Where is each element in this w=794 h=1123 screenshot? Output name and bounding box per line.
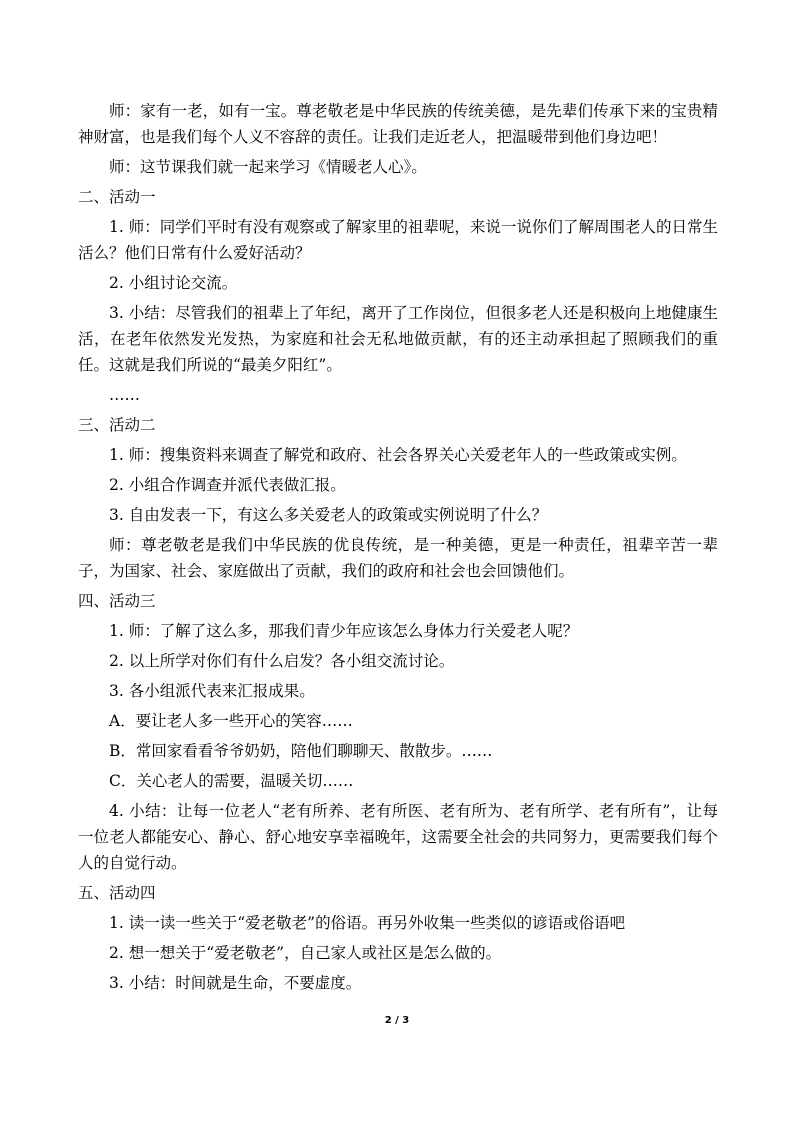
activity-2-item-2: 2. 小组合作调查并派代表做汇报。 — [109, 476, 346, 494]
page-number: 2 / 3 — [384, 1015, 410, 1026]
activity-1-item-2: 2. 小组讨论交流。 — [109, 274, 238, 292]
activity-4-item-1: 1. 读一读一些关于“爱老敬老”的俗语。再另外收集一些类似的谚语或俗语吧 — [109, 914, 626, 932]
activity-1-item-3: 3. 小结：尽管我们的祖辈上了年纪，离开了工作岗位，但很多老人还是积极向上地健康生活，在老年依然发光发热，为家庭和社会无私地做贡献，有的还主动承担起了照顾我们的重任。这就是我们所说的“最美夕阳红”。 — [78, 304, 718, 374]
activity-3-item-2: 2. 以上所学对你们有什么启发？各小组交流讨论。 — [109, 652, 455, 670]
activity-1-item-1: 1. 师：同学们平时有没有观察或了解家里的祖辈呢，来说一说你们了解周围老人的日常生活么？他们日常有什么爱好活动？ — [78, 218, 718, 262]
activity-2-item-3: 3. 自由发表一下，有这么多关爱老人的政策或实例说明了什么？ — [109, 506, 548, 524]
activity-2-item-1: 1. 师：搜集资料来调查了解党和政府、社会各界关心关爱老年人的一些政策或实例。 — [109, 446, 687, 464]
document-body — [78, 98, 718, 1000]
activity-4-item-2: 2. 想一想关于“爱老敬老”，自己家人或社区是怎么做的。 — [109, 944, 502, 962]
intro-paragraph-2: 师：这节课我们就一起来学习《情暖老人心》。 — [109, 158, 427, 176]
section-heading-activity-2: 三、活动二 — [78, 416, 156, 434]
activity-4-item-3: 3. 小结：时间就是生命，不要虚度。 — [109, 974, 362, 992]
activity-3-option-b: B．常回家看看爷爷奶奶，陪他们聊聊天、散散步。…… — [109, 742, 493, 760]
activity-3-option-a: A．要让老人多一些开心的笑容…… — [109, 712, 353, 730]
activity-2-teacher-note: 师：尊老敬老是我们中华民族的优良传统，是一种美德，更是一种责任，祖辈辛苦一辈子，为国家、社会、家庭做出了贡献，我们的政府和社会也会回馈他们。 — [78, 536, 718, 580]
section-heading-activity-3: 四、活动三 — [78, 592, 156, 610]
activity-3-item-4: 4. 小结：让每一位老人“老有所养、老有所医、老有所为、老有所学、老有所有”，让每一位老人都能安心、静心、舒心地安享幸福晚年，这需要全社会的共同努力，更需要我们每个人的自觉行动。 — [78, 802, 718, 872]
section-heading-activity-4: 五、活动四 — [78, 884, 156, 902]
activity-3-option-c: C．关心老人的需要，温暖关切…… — [109, 772, 354, 790]
intro-paragraph-1: 师：家有一老，如有一宝。尊老敬老是中华民族的传统美德，是先辈们传承下来的宝贵精神财富，也是我们每个人义不容辞的责任。让我们走近老人，把温暖带到他们身边吧！ — [78, 102, 718, 146]
activity-3-item-3: 3. 各小组派代表来汇报成果。 — [109, 682, 315, 700]
activity-3-item-1: 1. 师：了解了这么多，那我们青少年应该怎么身体力行关爱老人呢？ — [109, 622, 579, 640]
section-heading-activity-1: 二、活动一 — [78, 188, 156, 206]
activity-1-ellipsis: …… — [109, 386, 140, 404]
